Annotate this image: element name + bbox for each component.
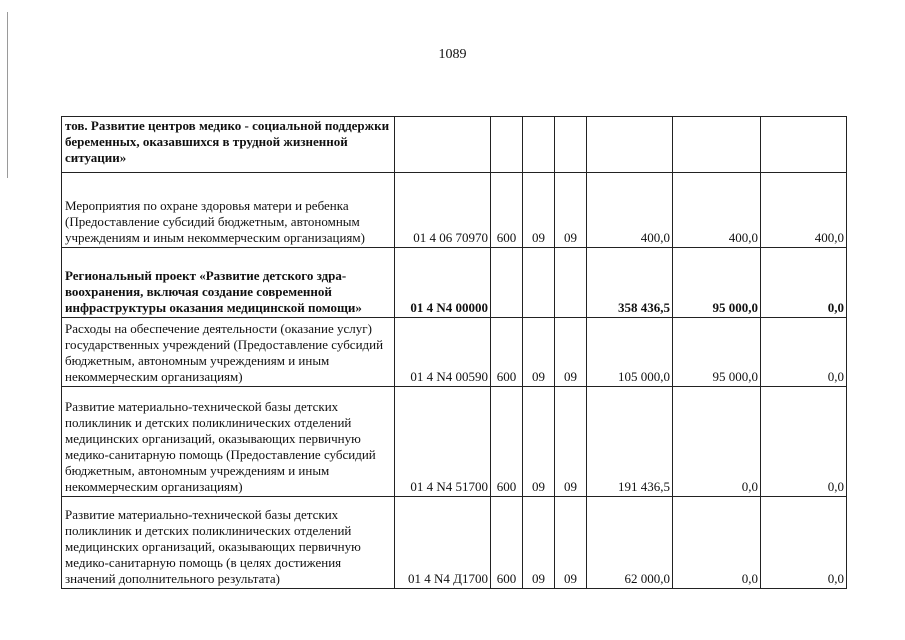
row-amount-2 [673,117,761,173]
row-amount-2: 95 000,0 [673,318,761,387]
row-amount-2: 400,0 [673,173,761,248]
row-amount-1: 358 436,5 [587,248,673,318]
row-subsection [555,117,587,173]
row-section: 09 [523,497,555,589]
row-amount-3: 0,0 [761,318,847,387]
row-description: тов. Развитие центров медико - социальной поддержки беременных, оказавшихся в трудной жизненной ситуации» [62,117,395,173]
row-subsection: 09 [555,387,587,497]
row-target-code: 01 4 N4 Д1700 [395,497,491,589]
row-section [523,248,555,318]
row-expense-type: 600 [491,497,523,589]
row-description: Развитие материально-технической базы детских поликлиник и детских поликлинических отделений медицинских организаций, оказывающих первичную медико-санитарную помощь (Предоставление субсидий бюджетным, автономным учреждениям и иным некоммерческим организациям) [62,387,395,497]
row-amount-1 [587,117,673,173]
row-description: Расходы на обеспечение деятельности (оказание услуг) государственных учреждений (Предоставление субсидий бюджетным, автономным учреждениям и иным некоммерческим организациям) [62,318,395,387]
row-description: Региональный проект «Развитие детского здравоохранения, включая создание современной инфраструктуры оказания медицинской помощи» [62,248,395,318]
row-description: Развитие материально-технической базы детских поликлиник и детских поликлинических отделений медицинских организаций, оказывающих первичную медико-санитарную помощь (в целях достижения значений дополнительного результата) [62,497,395,589]
margin-line [7,12,8,178]
table-row [62,248,847,318]
row-target-code: 01 4 06 70970 [395,173,491,248]
row-amount-3 [761,117,847,173]
row-section: 09 [523,387,555,497]
row-amount-2: 95 000,0 [673,248,761,318]
table-row [62,387,847,497]
row-section [523,117,555,173]
row-target-code: 01 4 N4 00000 [395,248,491,318]
row-amount-2: 0,0 [673,497,761,589]
row-target-code [395,117,491,173]
row-section: 09 [523,173,555,248]
row-amount-3: 0,0 [761,387,847,497]
row-expense-type: 600 [491,387,523,497]
row-amount-3: 0,0 [761,497,847,589]
row-subsection: 09 [555,497,587,589]
table-row [62,117,847,173]
page-number: 1089 [438,47,467,62]
budget-table [61,116,847,589]
row-amount-1: 105 000,0 [587,318,673,387]
row-amount-1: 62 000,0 [587,497,673,589]
row-target-code: 01 4 N4 51700 [395,387,491,497]
row-expense-type [491,248,523,318]
row-expense-type: 600 [491,318,523,387]
row-target-code: 01 4 N4 00590 [395,318,491,387]
row-subsection: 09 [555,318,587,387]
table-row [62,318,847,387]
row-amount-3: 400,0 [761,173,847,248]
row-expense-type [491,117,523,173]
table-row [62,173,847,248]
row-description: Мероприятия по охране здоровья матери и ребенка (Предоставление субсидий бюджетным, автономным учреждениям и иным некоммерческим организациям) [62,173,395,248]
row-amount-1: 400,0 [587,173,673,248]
table-row [62,497,847,589]
row-subsection: 09 [555,173,587,248]
row-amount-1: 191 436,5 [587,387,673,497]
row-subsection [555,248,587,318]
row-expense-type: 600 [491,173,523,248]
row-section: 09 [523,318,555,387]
row-amount-2: 0,0 [673,387,761,497]
row-amount-3: 0,0 [761,248,847,318]
